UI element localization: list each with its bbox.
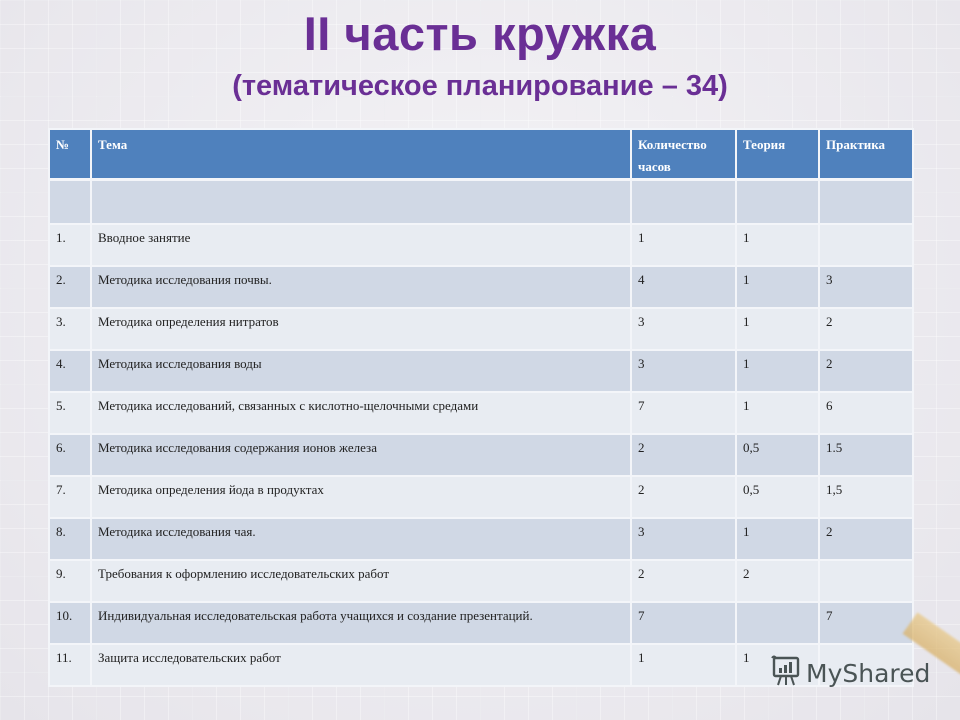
table-row [49, 518, 913, 560]
cell-practice: 1,5 [819, 476, 913, 518]
cell-num: 9. [49, 560, 91, 602]
header-num: № [49, 129, 91, 180]
cell-theory: 1 [736, 644, 819, 686]
table-row [49, 308, 913, 350]
header-topic: Тема [91, 129, 631, 180]
cell-hours: 2 [631, 560, 736, 602]
cell-hours: 1 [631, 644, 736, 686]
cell-num: 2. [49, 266, 91, 308]
header-practice: Практика [819, 129, 913, 180]
cell-num: 10. [49, 602, 91, 644]
cell-topic: Защита исследовательских работ [91, 644, 631, 686]
cell-theory: 1 [736, 392, 819, 434]
cell-practice [819, 224, 913, 266]
table-row [49, 266, 913, 308]
table-row [49, 434, 913, 476]
cell-theory [736, 180, 819, 225]
slide-title: II часть кружка [303, 7, 657, 60]
table-row [49, 350, 913, 392]
cell-hours: 3 [631, 518, 736, 560]
cell-practice: 2 [819, 518, 913, 560]
cell-topic: Методика исследования содержания ионов железа [91, 434, 631, 476]
cell-theory: 1 [736, 350, 819, 392]
cell-num: 4. [49, 350, 91, 392]
cell-topic: Методика исследования почвы. [91, 266, 631, 308]
table-row [49, 224, 913, 266]
cell-practice: 2 [819, 350, 913, 392]
cell-topic: Индивидуальная исследовательская работа учащихся и создание презентаций. [91, 602, 631, 644]
watermark-text: MyShared [806, 658, 931, 688]
cell-topic [91, 180, 631, 225]
header-hours: Количество часов [631, 129, 736, 180]
cell-theory: 2 [736, 560, 819, 602]
table-row [49, 602, 913, 644]
table-row [49, 476, 913, 518]
cell-num: 3. [49, 308, 91, 350]
cell-num: 5. [49, 392, 91, 434]
table-header-row [49, 129, 913, 180]
cell-topic: Методика исследований, связанных с кислотно-щелочными средами [91, 392, 631, 434]
cell-hours: 3 [631, 350, 736, 392]
table-row [49, 560, 913, 602]
cell-hours: 1 [631, 224, 736, 266]
cell-theory: 1 [736, 266, 819, 308]
cell-theory [736, 602, 819, 644]
cell-practice: 6 [819, 392, 913, 434]
cell-hours: 2 [631, 434, 736, 476]
cell-topic: Методика определения йода в продуктах [91, 476, 631, 518]
cell-num: 8. [49, 518, 91, 560]
table-row [49, 392, 913, 434]
cell-theory: 0,5 [736, 434, 819, 476]
cell-theory: 0,5 [736, 476, 819, 518]
cell-practice: 3 [819, 266, 913, 308]
cell-practice [819, 560, 913, 602]
cell-topic: Методика исследования воды [91, 350, 631, 392]
cell-hours: 2 [631, 476, 736, 518]
slide-subtitle: (тематическое планирование – 34) [232, 70, 728, 102]
cell-topic: Методика исследования чая. [91, 518, 631, 560]
myshared-watermark [768, 655, 930, 691]
header-theory: Теория [736, 129, 819, 180]
cell-num: 6. [49, 434, 91, 476]
cell-num [49, 180, 91, 225]
cell-topic: Требования к оформлению исследовательских работ [91, 560, 631, 602]
cell-topic: Методика определения нитратов [91, 308, 631, 350]
cell-hours: 3 [631, 308, 736, 350]
cell-num: 1. [49, 224, 91, 266]
thematic-plan-table [48, 128, 914, 687]
cell-num: 11. [49, 644, 91, 686]
table-row [49, 180, 913, 225]
cell-practice: 2 [819, 308, 913, 350]
cell-practice: 7 [819, 602, 913, 644]
cell-practice: 1.5 [819, 434, 913, 476]
cell-hours [631, 180, 736, 225]
presentation-board-icon [768, 653, 802, 693]
cell-hours: 7 [631, 602, 736, 644]
cell-theory: 1 [736, 308, 819, 350]
cell-practice [819, 180, 913, 225]
cell-hours: 7 [631, 392, 736, 434]
cell-hours: 4 [631, 266, 736, 308]
cell-num: 7. [49, 476, 91, 518]
cell-topic: Вводное занятие [91, 224, 631, 266]
cell-theory: 1 [736, 224, 819, 266]
cell-theory: 1 [736, 518, 819, 560]
